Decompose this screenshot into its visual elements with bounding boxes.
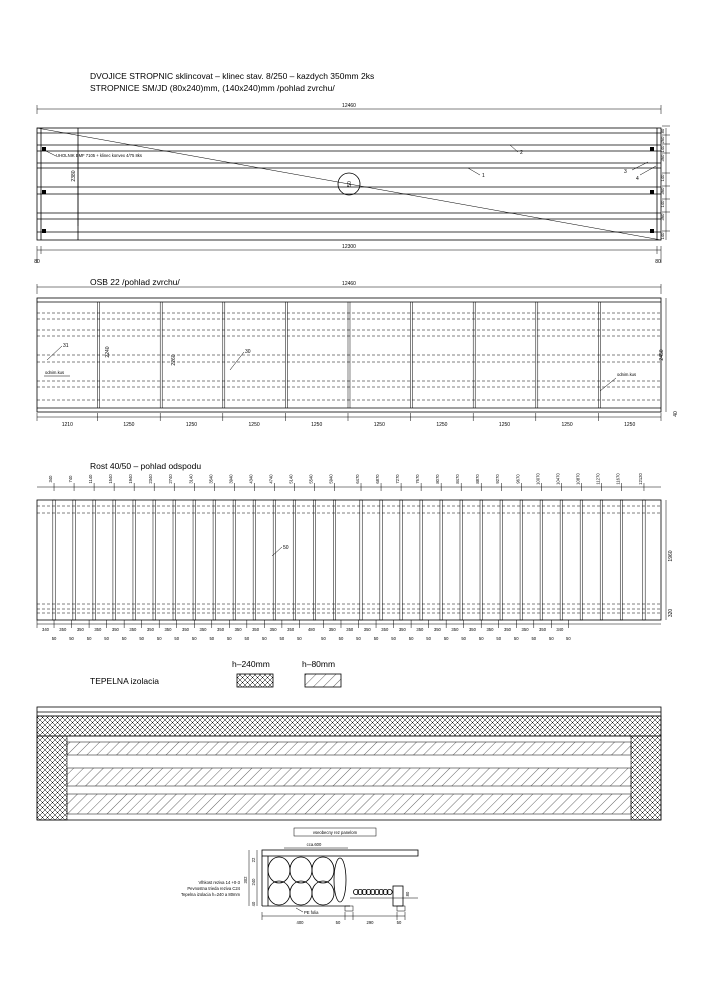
batten-width-dim: 50	[156, 636, 162, 641]
batten-width-dim: 50	[69, 636, 74, 641]
batten-width-dim: 50	[478, 636, 484, 641]
batten-spacing-dim: 350	[328, 627, 336, 632]
osb-panel-dim: 1250	[185, 422, 198, 428]
batten-width-dim: 50	[408, 636, 414, 641]
batten-top-dim: 9670	[515, 474, 521, 484]
batten-spacing-dim: 350	[269, 627, 277, 632]
batten-width-dim: 50	[191, 636, 197, 641]
batten-top-dim: 6870	[375, 474, 381, 484]
joist-right-dims	[660, 126, 670, 240]
osb-total-length: 12460	[342, 281, 356, 287]
legend-80-swatch	[305, 674, 341, 687]
pos-3: 3	[624, 169, 627, 175]
joist-right-dim: 260	[660, 136, 665, 144]
osb-panel-dim: 1250	[311, 422, 323, 428]
batten-top-dim: 5940	[328, 474, 334, 484]
batten-spacing-dim: 350	[129, 627, 137, 632]
joist-right-dim: 140	[660, 174, 665, 182]
batten-top-dim: 2740	[168, 474, 174, 484]
joist-edge-right: 80	[655, 259, 661, 265]
batten-top-dim: 8470	[455, 474, 461, 484]
batten-width-dim: 50	[297, 636, 302, 641]
batten-width-dim: 50	[86, 636, 92, 641]
joist-right-dim: 360	[660, 154, 665, 162]
batten-edge: 320	[668, 608, 674, 618]
joist-right-dim: 140	[660, 232, 665, 240]
section-dim-302: 302	[243, 876, 248, 884]
batten-top-dim: 340	[48, 475, 54, 483]
batten-spacing-dim: 350	[76, 627, 84, 632]
pe-foil-label: PE folia	[304, 910, 319, 915]
bracket-note: UHOLNIK BMF 7105 + klinec konvex 4/75 8ks	[56, 153, 142, 158]
legend-240-swatch	[237, 674, 273, 687]
batten-width-dim: 50	[338, 636, 344, 641]
batten-width-dim: 50	[104, 636, 109, 641]
batten-top-dim: 6470	[355, 474, 361, 484]
section-dim-50a: 50	[335, 920, 341, 925]
osb-label-left: odnim.kus	[45, 370, 65, 375]
osb-panel-dim: 1250	[123, 422, 135, 428]
batten-spacing-dim: 350	[199, 627, 207, 632]
batten-pos-50: 50	[283, 545, 289, 551]
batten-width-dim: 50	[391, 636, 396, 641]
center-mark: 50	[347, 181, 353, 187]
batten-width-dim: 50	[531, 636, 537, 641]
batten-spacing-dim: 350	[486, 627, 494, 632]
osb-height-left: 2240	[105, 346, 111, 358]
batten-width-dim: 50	[174, 636, 180, 641]
batten-top-dim: 1540	[108, 474, 114, 484]
batten-width-dim: 50	[139, 636, 145, 641]
joist-edge-left: 80	[34, 259, 40, 265]
batten-spacing-dim: 350	[287, 627, 295, 632]
batten-top-dim: 12120	[637, 473, 643, 485]
batten-width-dim: 50	[262, 636, 267, 641]
osb-plan	[37, 277, 679, 428]
pos-4: 4	[636, 176, 639, 182]
batten-top-dim: 8870	[475, 474, 481, 484]
batten-spacing-dim: 340	[556, 627, 564, 632]
batten-spacing-dim: 350	[398, 627, 406, 632]
panel-section	[181, 828, 418, 925]
batten-top-dim: 3140	[188, 474, 194, 484]
batten-top-dim: 2340	[148, 474, 154, 484]
batten-width-dim: 50	[321, 636, 326, 641]
osb-label-right: odnim.kus	[617, 372, 637, 377]
batten-width-dim: 50	[461, 636, 467, 641]
osb-height-right: 2450	[659, 349, 665, 361]
batten-spacing-dim: 350	[504, 627, 512, 632]
pos-1: 1	[482, 173, 485, 179]
note-3: Tepelna izolacia h=240 a 80mm	[180, 892, 240, 897]
joist-right-dim: 80	[660, 128, 665, 134]
osb-panel-dim: 1250	[624, 422, 636, 428]
insulation-title: TEPELNA izolacia	[90, 676, 159, 686]
osb-panel-dim: 1210	[61, 422, 73, 428]
pos-2: 2	[520, 150, 523, 156]
header-line1: DVOJICE STROPNIC sklincovat – klinec stav. 8/250 – kazdych 350mm 2ks	[90, 71, 375, 81]
batten-title: Rost 40/50 – pohlad odspodu	[90, 461, 202, 471]
batten-height: 1960	[668, 550, 674, 562]
batten-width-dim: 50	[226, 636, 232, 641]
batten-spacing-dim: 350	[468, 627, 476, 632]
batten-spacing-dim: 350	[234, 627, 242, 632]
joist-width: 2380	[71, 170, 77, 182]
batten-top-dim: 5540	[308, 474, 314, 484]
batten-top-dim: 1940	[128, 474, 134, 484]
batten-width-dim: 50	[443, 636, 449, 641]
batten-spacing-dim: 350	[252, 627, 260, 632]
batten-width-dim: 50	[244, 636, 250, 641]
batten-top-dim: 4340	[248, 474, 254, 484]
section-dim-240: 240	[251, 878, 256, 886]
batten-width-dim: 50	[373, 636, 379, 641]
batten-width-dim: 50	[566, 636, 571, 641]
batten-spacing-dim: 350	[146, 627, 154, 632]
osb-height-mid: 2260	[171, 354, 177, 366]
batten-spacing-dim: 350	[59, 627, 67, 632]
batten-spacing-dim: 350	[363, 627, 371, 632]
note-2: Pevnostna trieda reziva C24	[187, 886, 240, 891]
osb-pos-30: 30	[245, 349, 251, 355]
section-dim-290: 290	[366, 920, 374, 925]
joist-right-dim: 140	[660, 145, 665, 153]
osb-panel-dim: 1250	[248, 422, 260, 428]
legend-240-label: h–240mm	[232, 659, 270, 669]
batten-top-dim: 7670	[415, 474, 421, 484]
joist-right-dim: 360	[660, 213, 665, 221]
joist-right-dim: 360	[660, 187, 665, 195]
osb-pos-31: 31	[63, 343, 69, 349]
insulation-plan	[37, 659, 661, 820]
batten-width-dim: 50	[496, 636, 502, 641]
batten-plan	[37, 461, 674, 641]
batten-spacing-dim: 350	[94, 627, 102, 632]
batten-top-dim: 5140	[288, 474, 294, 484]
batten-spacing-dim: 480	[307, 627, 315, 632]
batten-top-dim: 4740	[268, 474, 274, 484]
batten-top-dim: 9270	[495, 474, 501, 484]
batten-width-dim: 50	[279, 636, 285, 641]
section-spacing: cca.600	[306, 842, 322, 847]
note-1: Vlhkost reziva 14 +0-3	[198, 880, 240, 885]
batten-top-dim: 7270	[395, 474, 401, 484]
batten-spacing-dim: 350	[539, 627, 547, 632]
header-line2: STROPNICE SM/JD (80x240)mm, (140x240)mm /pohlad zvrchu/	[90, 83, 335, 93]
section-dim-40: 40	[251, 901, 256, 907]
section-dim-80: 80	[405, 891, 410, 897]
osb-panel-dim: 1250	[561, 422, 573, 428]
legend-80-label: h–80mm	[302, 659, 336, 669]
batten-top-dim: 11270	[595, 473, 601, 485]
joist-right-dim: 140	[660, 200, 665, 208]
joist-plan	[34, 103, 670, 265]
batten-top-dim: 10870	[575, 473, 581, 485]
batten-spacing-dim: 340	[42, 627, 50, 632]
osb-panel-dim: 1250	[498, 422, 511, 428]
section-label: vseobecny rez panelom	[312, 830, 358, 835]
batten-width-dim: 50	[513, 636, 519, 641]
batten-spacing-dim: 350	[381, 627, 389, 632]
batten-top-dim: 11670	[615, 473, 621, 485]
batten-spacing-dim: 350	[181, 627, 189, 632]
batten-top-dim: 3940	[228, 474, 234, 484]
batten-spacing-dim: 350	[416, 627, 424, 632]
batten-spacing-dim: 350	[111, 627, 119, 632]
joist-total-length: 12460	[342, 103, 356, 109]
batten-top-dim: 3540	[208, 474, 214, 484]
batten-spacing-dim: 350	[521, 627, 529, 632]
osb-panel-dim: 1250	[436, 422, 448, 428]
batten-width-dim: 50	[426, 636, 431, 641]
batten-top-dim: 1140	[88, 474, 94, 484]
batten-width-dim: 50	[51, 636, 57, 641]
batten-spacing-dim: 350	[451, 627, 459, 632]
batten-top-dim: 10470	[555, 473, 561, 485]
joist-inner-length: 12300	[342, 244, 356, 250]
batten-spacing-dim: 350	[217, 627, 225, 632]
batten-spacing-dim: 350	[433, 627, 441, 632]
section-dim-22: 22	[251, 857, 256, 863]
section-dim-50b: 50	[396, 920, 402, 925]
osb-panel-dim: 1250	[373, 422, 385, 428]
batten-width-dim: 50	[548, 636, 554, 641]
osb-title: OSB 22 /pohlad zvrchu/	[90, 277, 180, 287]
section-dim-400: 400	[296, 920, 304, 925]
batten-width-dim: 50	[356, 636, 361, 641]
batten-spacing-dim: 350	[346, 627, 354, 632]
batten-width-dim: 50	[121, 636, 127, 641]
osb-edge-bottom: 40	[673, 411, 679, 417]
batten-top-dim: 740	[68, 475, 74, 483]
batten-width-dim: 50	[209, 636, 215, 641]
batten-spacing-dim: 350	[164, 627, 172, 632]
batten-top-dim: 10070	[535, 473, 541, 485]
batten-top-dim: 8070	[435, 474, 441, 484]
